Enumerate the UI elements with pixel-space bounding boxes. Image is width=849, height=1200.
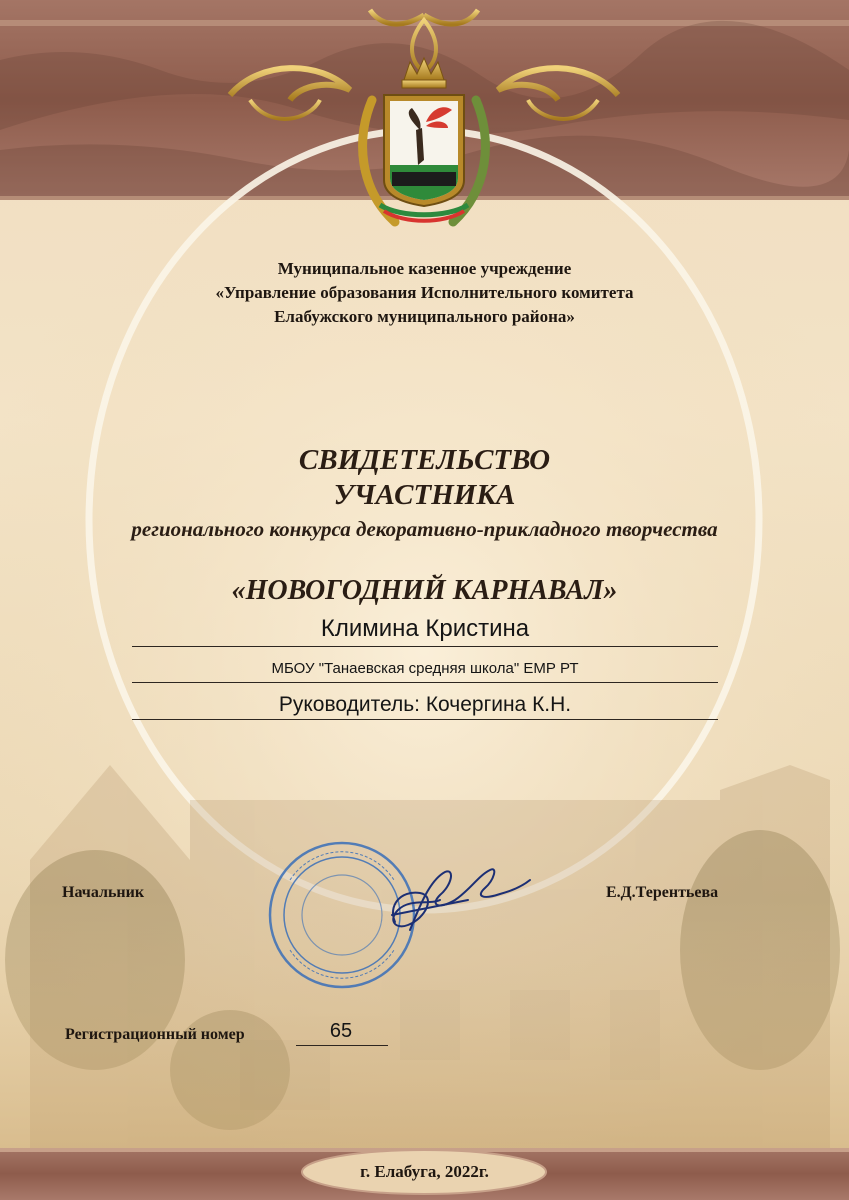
name-underline <box>132 646 718 647</box>
org-line-1: Муниципальное казенное учреждение <box>277 259 572 278</box>
school-underline <box>132 682 718 683</box>
org-line-2: «Управление образования Исполнительного комитета <box>215 283 634 302</box>
registration-number: 65 <box>329 1020 353 1042</box>
registration-label: Регистрационный номер <box>65 1026 245 1043</box>
supervisor-underline <box>132 719 718 720</box>
certificate-title-line-1: СВИДЕТЕЛЬСТВО <box>298 444 551 476</box>
certificate-title-line-2: УЧАСТНИКА <box>333 479 516 511</box>
participant-school: МБОУ "Танаевская средняя школа" ЕМР РТ <box>271 660 579 677</box>
participant-name: Климина Кристина <box>320 615 530 642</box>
org-line-3: Елабужского муниципального района» <box>274 307 575 326</box>
registration-underline <box>296 1045 388 1046</box>
contest-name: «НОВОГОДНИЙ КАРНАВАЛ» <box>231 575 618 606</box>
certificate-subtitle: регионального конкурса декоративно-прикладного творчества <box>131 517 718 541</box>
place-date: г. Елабуга, 2022г. <box>360 1162 489 1181</box>
signer-name: Е.Д.Терентьева <box>606 884 719 901</box>
participant-supervisor: Руководитель: Кочергина К.Н. <box>278 693 572 716</box>
signer-position: Начальник <box>62 884 145 901</box>
